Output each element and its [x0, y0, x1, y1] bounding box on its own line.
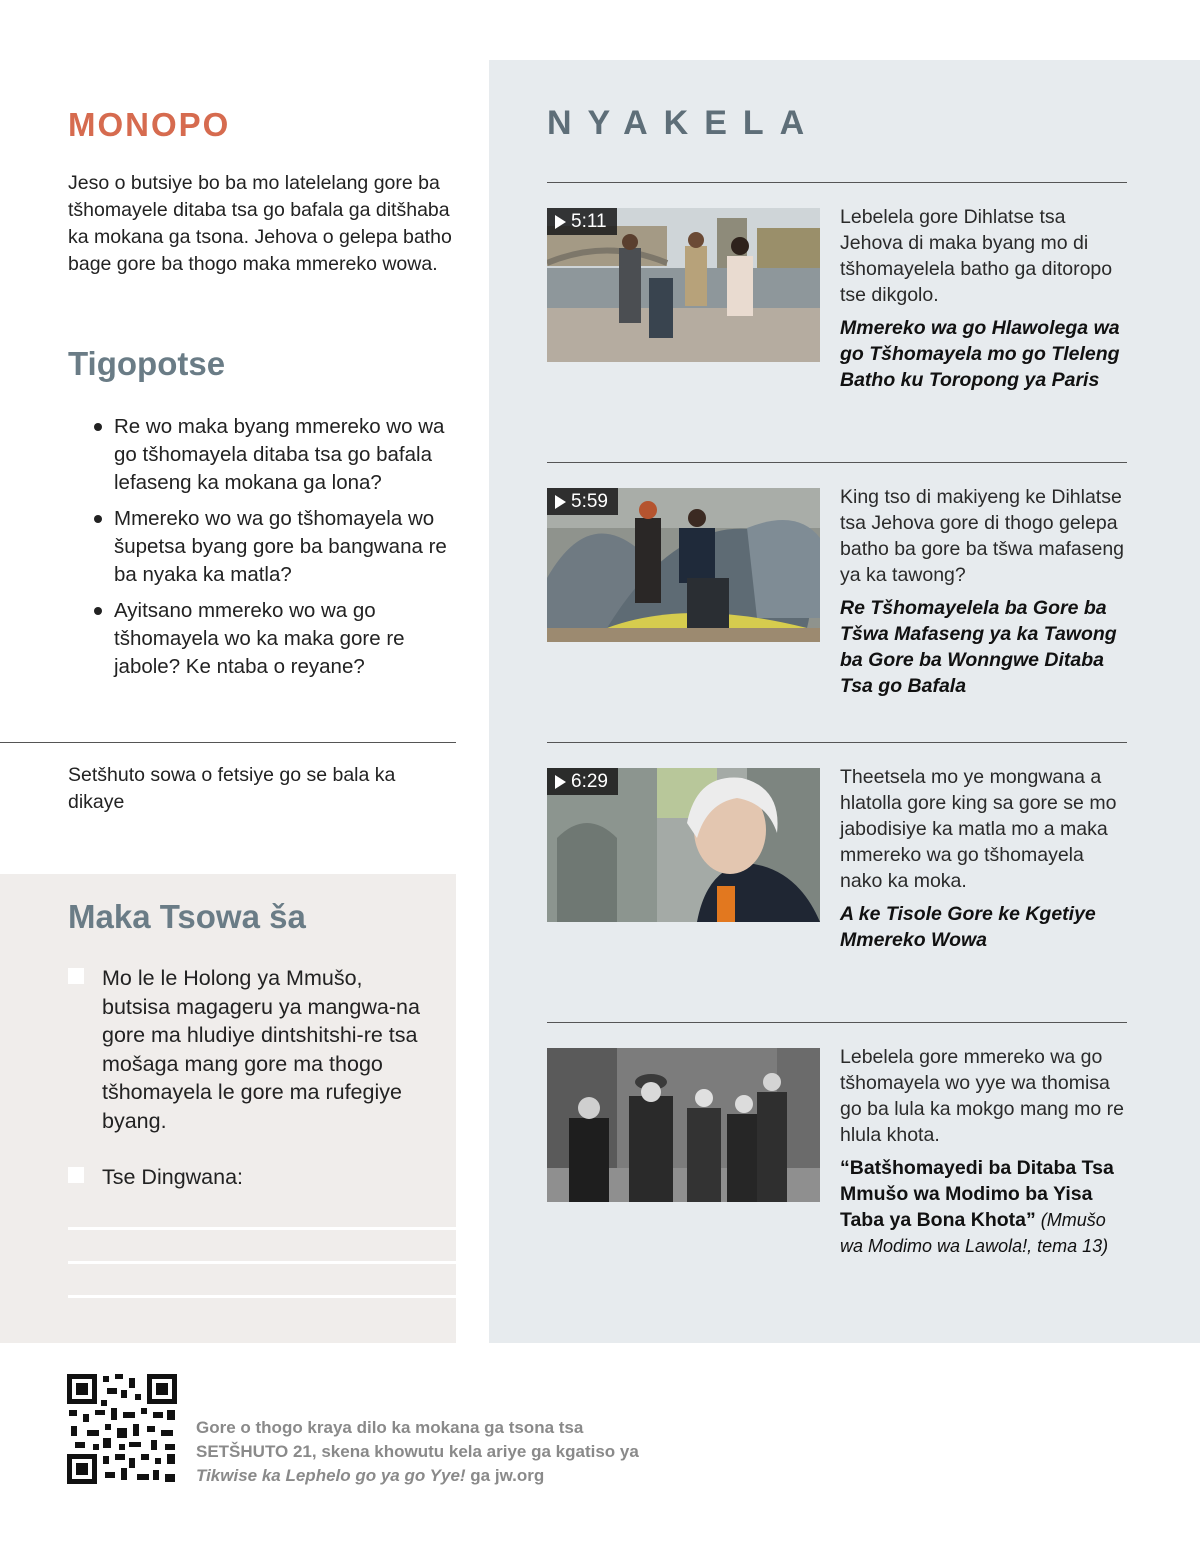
- video-description: King tso di makiyeng ke Dihlatse tsa Jehova gore di thogo gelepa batho ba gore ba tšwa mafaseng ya ka tawong?: [840, 486, 1125, 586]
- checklist-label: Tse Dingwana:: [102, 1165, 244, 1189]
- divider: [547, 742, 1127, 743]
- video-description: Theetsela mo ye mongwana a hlatolla gore king sa gore se mo jabodisiye ka matla mo a maka mmereko wa go tšhomayela nako ka moka.: [840, 766, 1117, 892]
- duration-badge: 5:11: [547, 208, 617, 235]
- article-title[interactable]: “Batšhomayedi ba Ditaba Tsa Mmušo wa Modimo ba Yisa Taba ya Bona Khota” (Mmušo wa Modimo wa Lawola!, tema 13): [840, 1157, 1114, 1256]
- divider: [0, 742, 456, 743]
- study-note: Setšhuto sowa o fetsiye go se bala ka dikaye: [68, 764, 396, 813]
- video-title[interactable]: A ke Tisole Gore ke Kgetiye Mmereko Wowa: [840, 903, 1096, 951]
- checkbox-icon[interactable]: [68, 1167, 84, 1183]
- video-title[interactable]: Re Tšhomayelela ba Gore ba Tšwa Mafaseng ya ka Tawong ba Gore ba Wonngwe Ditaba Tsa go Bafala: [840, 597, 1117, 697]
- qr-code-icon[interactable]: [67, 1374, 177, 1484]
- divider: [547, 1022, 1127, 1023]
- footer-note: Gore o thogo kraya dilo ka mokana ga tsona tsa SETŠHUTO 21, skena khowutu kela ariye ga kgatiso ya Tikwise ka Lephelo go ya go Yye! ga jw.org: [196, 1418, 639, 1485]
- checklist-item[interactable]: [68, 964, 428, 1135]
- section-heading: MONOPO: [68, 106, 231, 143]
- video-title[interactable]: Mmereko wa go Hlawolega wa go Tšhomayela mo go Tleleng Batho ku Toropong ya Paris: [840, 317, 1120, 391]
- checklist-label: Mo le le Holong ya Mmušo, butsisa magageru ya mangwa-na gore ma hludiye dintshitshi-re tsa mošaga mang gore ma thogo tšhomayela le gore ma rufegiye byang.: [102, 966, 420, 1133]
- divider: [547, 462, 1127, 463]
- questions-list: [92, 413, 462, 689]
- website-link[interactable]: ga jw.org: [465, 1466, 545, 1485]
- video-thumbnail[interactable]: [547, 208, 820, 362]
- duration-badge: 5:59: [547, 488, 618, 515]
- explore-heading: NYAKELA: [547, 104, 821, 142]
- questions-heading: Tigopotse: [68, 345, 226, 382]
- video-thumbnail[interactable]: [547, 488, 820, 642]
- duration-badge: 6:29: [547, 768, 618, 795]
- action-heading: Maka Tsowa ša: [68, 898, 306, 935]
- intro-paragraph: Jeso o butsiye bo ba mo latelelang gore ba tšhomayele ditaba tsa go bafala ga ditšhaba ka mokana ga tsona. Jehova o gelepa batho bage gore ba thogo maka mmereko wowa.: [68, 172, 452, 275]
- writing-line[interactable]: [68, 1227, 456, 1230]
- checkbox-icon[interactable]: [68, 968, 84, 984]
- question-item: Re wo maka byang mmereko wo wa go tšhomayela ditaba tsa go bafala lefaseng ka mokana ga lona?: [92, 413, 462, 497]
- article-description: Lebelela gore mmereko wa go tšhomayela wo yye wa thomisa go ba lula ka mokgo mang mo re hlula khota.: [840, 1046, 1124, 1146]
- book-title: Mmušo wa Modimo wa Lawola!,: [840, 1210, 1106, 1256]
- video-description: Lebelela gore Dihlatse tsa Jehova di maka byang mo di tšhomayelela batho ga ditoropo tse dikgolo.: [840, 206, 1113, 306]
- video-thumbnail[interactable]: [547, 768, 820, 922]
- play-icon: [555, 775, 566, 789]
- play-icon: [555, 495, 566, 509]
- question-item: Mmereko wo wa go tšhomayela wo šupetsa byang gore ba bangwana re ba nyaka ka matla?: [92, 505, 462, 589]
- writing-line[interactable]: [68, 1295, 456, 1298]
- play-icon: [555, 215, 566, 229]
- historical-photo: [547, 1048, 820, 1202]
- question-item: Ayitsano mmereko wo wa go tšhomayela wo ka maka gore re jabole? Ke ntaba o reyane?: [92, 597, 462, 681]
- publication-title: Tikwise ka Lephelo go ya go Yye!: [196, 1466, 466, 1485]
- divider: [547, 182, 1127, 183]
- writing-line[interactable]: [68, 1261, 456, 1264]
- checklist-item[interactable]: [68, 1163, 428, 1192]
